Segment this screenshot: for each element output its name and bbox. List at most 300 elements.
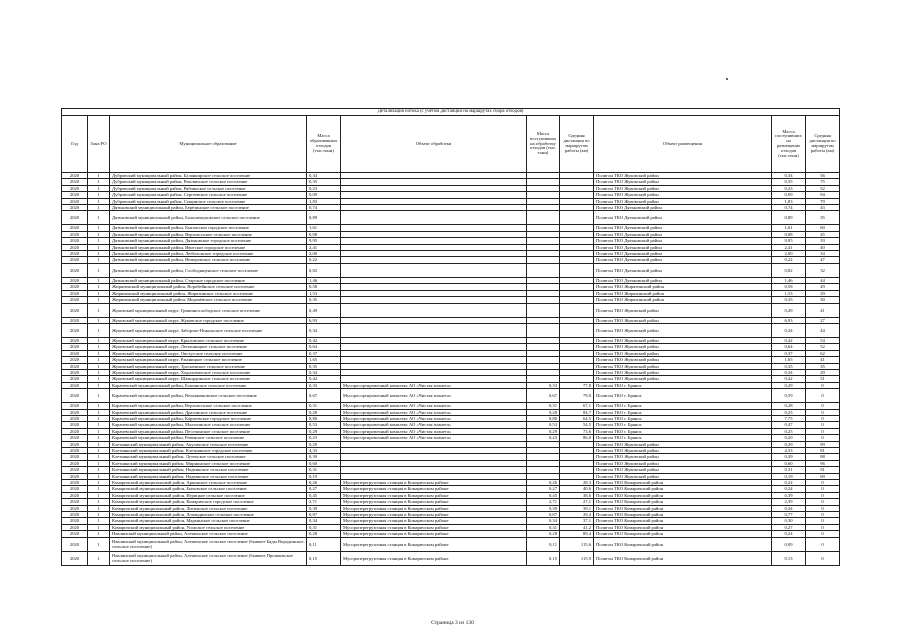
municipality-cell: Карачевский муниципальный район, Ревенское сельское поселение [110,435,307,441]
disposal-mass-cell: 0,47 [772,422,806,428]
processing-object-cell: Мусороперегрузочная станция в Комаричском районе [341,524,527,530]
zone-cell: 1 [88,441,110,447]
disposal-object-cell: Полигон ТКО Жуковский район [594,337,772,343]
column-header: Объект размещения [594,116,772,173]
mass-cell: 0,49 [307,303,341,317]
municipality-cell: Дубровский муниципальный район, Баланкирское сельское поселение [110,173,307,179]
zone-cell: 1 [88,357,110,363]
year-cell: 2020 [62,244,88,250]
municipality-cell: Клетнянский муниципальный район, Надвинское сельское поселение [110,473,307,479]
disposal-object-cell: Полигон ТКО Жуковский район [594,363,772,369]
zone-cell: 1 [88,284,110,290]
mass-cell: 0,42 [307,337,341,343]
processing-object-cell [341,303,527,317]
processing-mass-cell: 0,26 [527,480,560,486]
zone-cell: 1 [88,467,110,473]
year-cell: 2020 [62,198,88,204]
disposal-object-cell: Полигон ТКО Дятьковский район [594,211,772,225]
disposal-mass-cell: 2,41 [772,244,806,250]
disposal-mass-cell: 2,00 [772,251,806,257]
year-cell: 2020 [62,263,88,277]
zone-cell: 1 [88,251,110,257]
zone-cell: 1 [88,297,110,303]
disposal-distance-cell: 0 [806,422,840,428]
zone-cell: 1 [88,257,110,263]
zone-cell: 1 [88,376,110,382]
disposal-mass-cell: 0,09 [772,192,806,198]
disposal-mass-cell: 0,42 [772,337,806,343]
processing-distance-cell: 41,2 [560,524,594,530]
year-cell: 2020 [62,448,88,454]
disposal-distance-cell: 41 [806,357,840,363]
column-header: Год [62,116,88,173]
disposal-distance-cell: 30 [806,297,840,303]
year-cell: 2020 [62,376,88,382]
mass-cell: 0,23 [307,185,341,191]
year-cell: 2020 [62,389,88,403]
year-cell: 2020 [62,257,88,263]
disposal-distance-cell: 0 [806,415,840,421]
municipality-cell: Жуковский муниципальный округ, Крыловское сельское поселение [110,337,307,343]
disposal-mass-cell: 0,20 [772,435,806,441]
processing-mass-cell [527,323,560,337]
disposal-mass-cell: 0,24 [772,531,806,537]
disposal-mass-cell: 0,60 [772,460,806,466]
column-header: Масса образованных отходов (тыс.тонн) [307,116,341,173]
disposal-object-cell: Полигон ТКО Комаричский район [594,531,772,537]
disposal-mass-cell: 0,22 [772,480,806,486]
year-cell: 2020 [62,409,88,415]
disposal-mass-cell: 0,34 [772,369,806,375]
disposal-distance-cell: 56 [806,173,840,179]
zone-cell: 1 [88,363,110,369]
processing-mass-cell: 0,53 [527,422,560,428]
municipality-cell: Дятьковский муниципальный район, Бытошское городское поселение [110,225,307,231]
processing-object-cell: Мусороперегрузочная станция в Комаричском районе [341,537,527,551]
disposal-mass-cell: 0,35 [772,363,806,369]
processing-mass-cell: 2,71 [527,499,560,505]
disposal-distance-cell: 75 [806,179,840,185]
municipality-cell: Клетнянский муниципальный район, Акуличское сельское поселение [110,441,307,447]
mass-cell: 0,27 [307,486,341,492]
processing-distance-cell: 73,6 [560,428,594,434]
mass-cell: 2,41 [307,244,341,250]
mass-cell: 0,28 [307,409,341,415]
disposal-object-cell: Полигон ТКО Комаричский район [594,486,772,492]
processing-mass-cell: 0,87 [527,512,560,518]
mass-cell: 0,29 [307,441,341,447]
mass-cell: 0,58 [307,284,341,290]
zone-cell: 1 [88,403,110,409]
municipality-cell: Дубровский муниципальный район, Сещинское сельское поселение [110,198,307,204]
processing-distance-cell [560,323,594,337]
disposal-object-cell: Полигон ТКО г. Брянск [594,389,772,403]
table-row [62,537,840,551]
disposal-mass-cell: 0,59 [772,389,806,403]
municipality-cell: Дятьковский муниципальный район, Старское городское поселение [110,277,307,283]
processing-object-cell: Мусороперегрузочная станция в Комаричском районе [341,512,527,518]
disposal-distance-cell: 88 [806,454,840,460]
mass-cell: 0,15 [307,551,341,565]
processing-object-cell: Мусороперегрузочная станция в Комаричском районе [341,499,527,505]
mass-cell: 0,35 [307,363,341,369]
year-cell: 2020 [62,337,88,343]
disposal-distance-cell: 35 [806,211,840,225]
disposal-mass-cell: 0,34 [772,173,806,179]
processing-object-cell: Мусоросортировочный комплекс АО «Чистая планета» [341,409,527,415]
year-cell: 2020 [62,344,88,350]
year-cell: 2020 [62,303,88,317]
year-cell: 2020 [62,518,88,524]
year-cell: 2020 [62,415,88,421]
disposal-distance-cell: 33 [806,238,840,244]
disposal-object-cell: Полигон ТКО Дятьковский район [594,244,772,250]
processing-object-cell [341,323,527,337]
mass-cell: 1,61 [307,225,341,231]
disposal-mass-cell: 0,25 [772,409,806,415]
processing-mass-cell [527,211,560,225]
disposal-distance-cell: 62 [806,350,840,356]
disposal-distance-cell: 52 [806,185,840,191]
disposal-object-cell: Полигон ТКО Жуковский район [594,185,772,191]
zone-cell: 1 [88,173,110,179]
disposal-mass-cell: 0,30 [772,518,806,524]
mass-cell: 0,22 [307,257,341,263]
year-cell: 2020 [62,251,88,257]
mass-cell: 0,34 [307,369,341,375]
processing-object-cell: Мусоросортировочный комплекс АО «Чистая планета» [341,389,527,403]
zone-cell: 1 [88,409,110,415]
municipality-cell: Карачевский муниципальный район, Вельяминовское сельское поселение [110,389,307,403]
processing-mass-cell: 0,27 [527,486,560,492]
mass-cell: 0,74 [307,205,341,211]
mass-cell: 0,39 [307,454,341,460]
zone-cell: 1 [88,473,110,479]
processing-object-cell: Мусоросортировочный комплекс АО «Чистая планета» [341,382,527,388]
processing-mass-cell: 0,23 [527,435,560,441]
disposal-distance-cell: 0 [806,524,840,530]
municipality-cell: Дятьковский муниципальный район, Ивотское городское поселение [110,244,307,250]
processing-object-cell: Мусоросортировочный комплекс АО «Чистая планета» [341,415,527,421]
municipality-cell: Клетнянский муниципальный район, Лутенское сельское поселение [110,454,307,460]
zone-cell: 1 [88,454,110,460]
year-cell: 2020 [62,492,88,498]
zone-cell: 1 [88,263,110,277]
processing-mass-cell [527,303,560,317]
table-row [62,303,840,317]
zone-cell: 1 [88,369,110,375]
processing-mass-cell: 0,45 [527,492,560,498]
disposal-mass-cell: 0,24 [772,486,806,492]
zone-cell: 1 [88,350,110,356]
municipality-cell: Карачевский муниципальный район, Драгинское сельское поселение [110,409,307,415]
municipality-cell: Дятьковский муниципальный район, Большежуковское сельское поселение [110,211,307,225]
zone-cell: 1 [88,198,110,204]
disposal-distance-cell: 49 [806,284,840,290]
mass-cell: 2,71 [307,499,341,505]
year-cell: 2020 [62,350,88,356]
processing-distance-cell: 40,6 [560,486,594,492]
disposal-distance-cell: 0 [806,428,840,434]
processing-mass-cell: 8,80 [527,415,560,421]
mass-cell: 4,33 [307,448,341,454]
year-cell: 2020 [62,205,88,211]
disposal-object-cell: Полигон ТКО Жирятинский район [594,297,772,303]
disposal-distance-cell: 47 [806,257,840,263]
year-cell: 2020 [62,467,88,473]
disposal-mass-cell: 0,31 [772,467,806,473]
disposal-object-cell: Полигон ТКО Жуковский район [594,448,772,454]
disposal-object-cell: Полигон ТКО Жуковский район [594,441,772,447]
processing-object-cell [341,263,527,277]
disposal-object-cell: Полигон ТКО Комаричский район [594,499,772,505]
processing-mass-cell: 0,31 [527,403,560,409]
disposal-distance-cell: 29 [806,369,840,375]
zone-cell: 1 [88,460,110,466]
processing-distance-cell: 29,4 [560,512,594,518]
processing-object-cell: Мусороперегрузочная станция в Комаричском районе [341,492,527,498]
disposal-mass-cell: 0,09 [772,537,806,551]
disposal-mass-cell: 1,65 [772,357,806,363]
processing-object-cell [341,211,527,225]
disposal-object-cell: Полигон ТКО Жуковский район [594,173,772,179]
municipality-cell: Дятьковский муниципальный район, Верхополское сельское поселение [110,231,307,237]
municipality-cell: Дубровский муниципальный район, Сергеевское сельское поселение [110,192,307,198]
disposal-object-cell: Полигон ТКО Жуковский район [594,467,772,473]
processing-object-cell: Мусороперегрузочная станция в Комаричском районе [341,531,527,537]
disposal-distance-cell: 41 [806,303,840,317]
zone-cell: 1 [88,499,110,505]
disposal-distance-cell: 94 [806,192,840,198]
processing-mass-cell: 0,28 [527,531,560,537]
processing-mass-cell: 0,67 [527,389,560,403]
processing-distance-cell: 86,0 [560,435,594,441]
disposal-distance-cell: 0 [806,551,840,565]
municipality-cell: Дубровский муниципальный район, Рековичское сельское поселение [110,179,307,185]
zone-cell: 1 [88,317,110,323]
municipality-cell: Навлинский муниципальный район, Алешенское сельское поселение (бывшее Прошковское сельское поселение) [110,551,307,565]
municipality-cell: Комаричский муниципальный район, Литижское сельское поселение [110,505,307,511]
zone-cell: 1 [88,435,110,441]
year-cell: 2020 [62,428,88,434]
year-cell: 2020 [62,512,88,518]
disposal-distance-cell: 0 [806,512,840,518]
municipality-cell: Дятьковский муниципальный район, Немеровское сельское поселение [110,257,307,263]
year-cell: 2020 [62,505,88,511]
disposal-object-cell: Полигон ТКО Жуковский район [594,317,772,323]
disposal-distance-cell: 0 [806,382,840,388]
year-cell: 2020 [62,323,88,337]
disposal-distance-cell: 32 [806,263,840,277]
municipality-cell: Дятьковский муниципальный район, Берёзинское сельское поселение [110,205,307,211]
disposal-object-cell: Полигон ТКО г. Брянск [594,403,772,409]
municipality-cell: Комаричский муниципальный район, Лопандинское сельское поселение [110,512,307,518]
disposal-object-cell: Полигон ТКО Жуковский район [594,454,772,460]
disposal-object-cell: Полигон ТКО Дятьковский район [594,277,772,283]
processing-object-cell: Мусоросортировочный комплекс АО «Чистая планета» [341,422,527,428]
mass-cell: 0,26 [307,480,341,486]
municipality-cell: Навлинский муниципальный район, Алешенское сельское поселение [110,531,307,537]
disposal-distance-cell: 0 [806,486,840,492]
disposal-mass-cell: 0,89 [772,211,806,225]
disposal-object-cell: Полигон ТКО Жуковский район [594,198,772,204]
processing-mass-cell [527,263,560,277]
municipality-cell: Жуковский муниципальный округ, Летошницкое сельское поселение [110,344,307,350]
mass-cell: 0,39 [307,505,341,511]
column-header: Средняя дистанция по маршрутам работы (км) [806,116,840,173]
disposal-mass-cell: 0,29 [772,382,806,388]
mass-cell: 0,87 [307,512,341,518]
municipality-cell: Жуковский муниципальный округ, Тросненское сельское поселение [110,363,307,369]
disposal-distance-cell: 0 [806,531,840,537]
zone-cell: 1 [88,492,110,498]
disposal-object-cell: Полигон ТКО Комаричский район [594,551,772,565]
disposal-mass-cell: 0,37 [772,350,806,356]
mass-cell: 0,53 [307,422,341,428]
municipality-cell: Комаричский муниципальный район, Аркинское сельское поселение [110,480,307,486]
year-cell: 2020 [62,524,88,530]
disposal-distance-cell: 45 [806,231,840,237]
mass-cell: 0,64 [307,344,341,350]
mass-cell: 8,80 [307,415,341,421]
municipality-cell: Жуковский муниципальный округ, Ходиловичское сельское поселение [110,369,307,375]
processing-mass-cell: 0,29 [527,428,560,434]
mass-cell: 1,53 [307,290,341,296]
disposal-mass-cell: 0,39 [772,454,806,460]
disposal-mass-cell: 0,35 [772,179,806,185]
column-header: Зона РО [88,116,110,173]
disposal-mass-cell: 0,34 [772,505,806,511]
processing-distance-cell: 115,9 [560,551,594,565]
mass-cell: 0,82 [307,263,341,277]
disposal-distance-cell: 35 [806,363,840,369]
disposal-object-cell: Полигон ТКО Жуковский район [594,460,772,466]
disposal-object-cell: Полигон ТКО Дятьковский район [594,257,772,263]
year-cell: 2020 [62,179,88,185]
table-row [62,551,840,565]
mass-cell: 1,46 [307,277,341,283]
disposal-mass-cell: 4,33 [772,448,806,454]
disposal-mass-cell: 0,28 [772,403,806,409]
disposal-mass-cell: 0,27 [772,524,806,530]
year-cell: 2020 [62,297,88,303]
disposal-mass-cell: 1,53 [772,290,806,296]
zone-cell: 1 [88,518,110,524]
processing-distance-cell: 38,6 [560,492,594,498]
processing-distance-cell: 54,5 [560,422,594,428]
processing-object-cell: Мусоросортировочный комплекс АО «Чистая планета» [341,403,527,409]
disposal-mass-cell: 0,25 [772,428,806,434]
processing-mass-cell: 0,39 [527,505,560,511]
year-cell: 2020 [62,382,88,388]
municipality-cell: Комаричский муниципальный район, Комаричское городское поселение [110,499,307,505]
year-cell: 2020 [62,499,88,505]
disposal-object-cell: Полигон ТКО г. Брянск [594,415,772,421]
disposal-distance-cell: 27 [806,317,840,323]
disposal-object-cell: Полигон ТКО Жуковский район [594,323,772,337]
mass-cell: 0,67 [307,389,341,403]
processing-distance-cell: 77,8 [560,382,594,388]
disposal-mass-cell: 0,13 [772,551,806,565]
disposal-distance-cell: 99 [806,441,840,447]
zone-cell: 1 [88,382,110,388]
municipality-cell: Жирятинский муниципальный район, Жирятинское сельское поселение [110,290,307,296]
disposal-distance-cell: 34 [806,251,840,257]
mass-cell: 0,31 [307,403,341,409]
disposal-mass-cell: 7,75 [772,415,806,421]
zone-cell: 1 [88,422,110,428]
zone-cell: 1 [88,205,110,211]
disposal-object-cell: Полигон ТКО Комаричский район [594,505,772,511]
processing-distance-cell: 79,0 [560,389,594,403]
disposal-mass-cell: 0,08 [772,231,806,237]
disposal-mass-cell: 0,35 [772,297,806,303]
zone-cell: 1 [88,551,110,565]
mass-cell: 0,29 [307,428,341,434]
disposal-object-cell: Полигон ТКО г. Брянск [594,382,772,388]
year-cell: 2020 [62,486,88,492]
year-cell: 2020 [62,480,88,486]
mass-cell: 0,11 [307,537,341,551]
disposal-mass-cell: 0,77 [772,512,806,518]
municipality-cell: Жуковский муниципальный округ, Шамординское сельское поселение [110,376,307,382]
year-cell: 2020 [62,211,88,225]
disposal-mass-cell: 0,22 [772,257,806,263]
processing-mass-cell: 0,15 [527,551,560,565]
municipality-cell: Карачевский муниципальный район, Верхополское сельское поселение [110,403,307,409]
year-cell: 2020 [62,317,88,323]
disposal-mass-cell: 0,82 [772,263,806,277]
document-sheet [61,108,839,566]
disposal-distance-cell: 0 [806,499,840,505]
disposal-object-cell: Полигон ТКО г. Брянск [594,435,772,441]
municipality-cell: Клетнянский муниципальный район, Клетнянское городское поселение [110,448,307,454]
disposal-object-cell: Полигон ТКО Дятьковский район [594,263,772,277]
mass-cell: 0,19 [307,473,341,479]
processing-object-cell: Мусороперегрузочная станция в Комаричском районе [341,518,527,524]
disposal-distance-cell: 44 [806,323,840,337]
year-cell: 2020 [62,357,88,363]
disposal-object-cell: Полигон ТКО Дятьковский район [594,205,772,211]
municipality-cell: Жуковский муниципальный округ, Ржаницкое сельское поселение [110,357,307,363]
mass-cell: 0,31 [307,467,341,473]
disposal-mass-cell: 1,46 [772,277,806,283]
disposal-object-cell: Полигон ТКО г. Брянск [594,409,772,415]
disposal-object-cell: Полигон ТКО Жуковский район [594,344,772,350]
zone-cell: 1 [88,290,110,296]
zone-cell: 1 [88,415,110,421]
municipality-cell: Жуковский муниципальный округ, Овстугское сельское поселение [110,350,307,356]
zone-cell: 1 [88,480,110,486]
zone-cell: 1 [88,192,110,198]
disposal-object-cell: Полигон ТКО Дятьковский район [594,225,772,231]
year-cell: 2020 [62,531,88,537]
municipality-cell: Карачевский муниципальный район, Бошинское сельское поселение [110,382,307,388]
disposal-distance-cell: 96 [806,460,840,466]
zone-cell: 1 [88,389,110,403]
processing-distance-cell: 84,7 [560,409,594,415]
year-cell: 2020 [62,537,88,551]
mass-cell: 0,31 [307,524,341,530]
disposal-object-cell: Полигон ТКО Комаричский район [594,480,772,486]
disposal-distance-cell: 44 [806,277,840,283]
municipality-cell: Дубровский муниципальный район, Рябчинское сельское поселение [110,185,307,191]
zone-cell: 1 [88,303,110,317]
disposal-object-cell: Полигон ТКО Жуковский район [594,350,772,356]
year-cell: 2020 [62,238,88,244]
disposal-object-cell: Полигон ТКО Жуковский район [594,192,772,198]
municipality-cell: Комаричский муниципальный район, Игрицкое сельское поселение [110,492,307,498]
